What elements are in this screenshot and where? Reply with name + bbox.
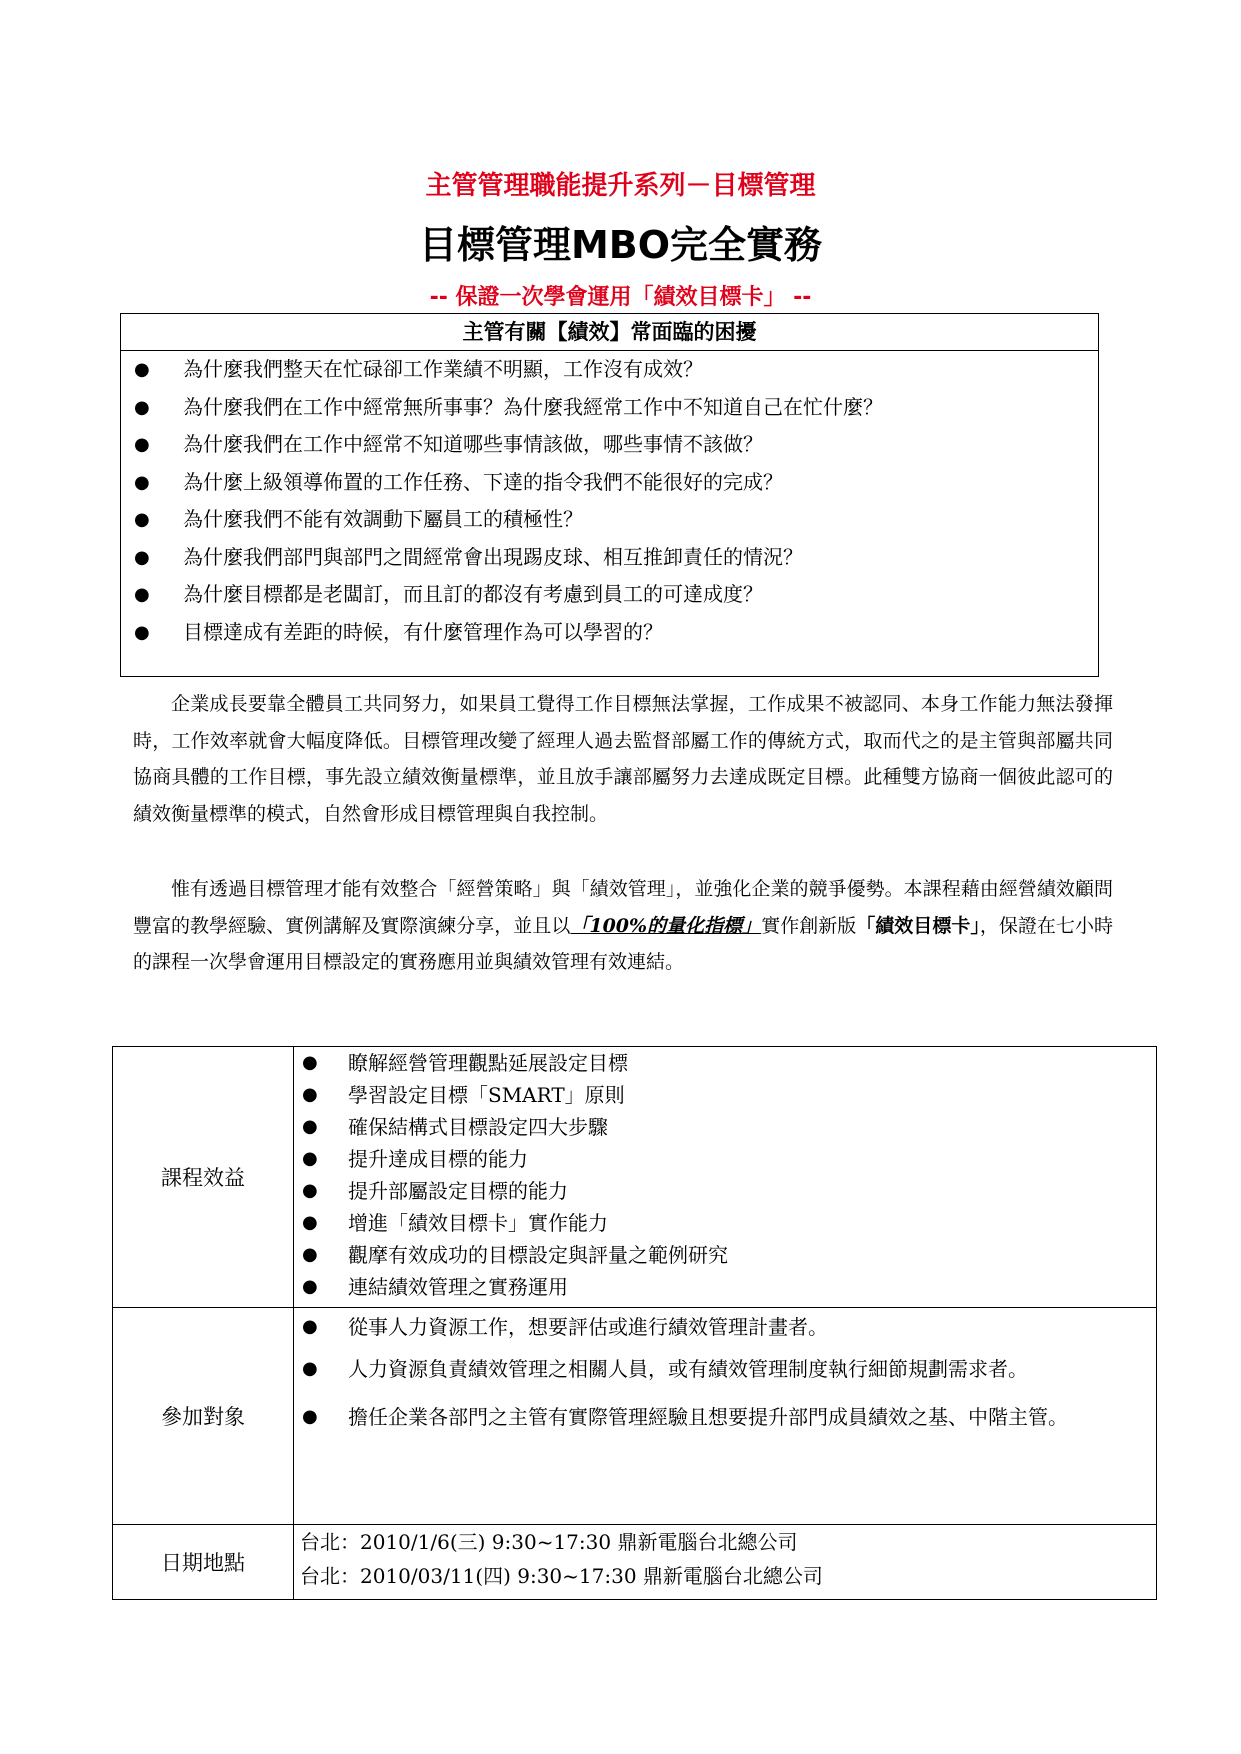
table-row xyxy=(113,1047,1157,1308)
subtitle: -- 保證一次學會運用「績效目標卡」 -- xyxy=(429,285,812,310)
list-item: ● 觀摩有效成功的目標設定與評量之範例研究 xyxy=(294,1239,1156,1271)
bullet-icon: ● xyxy=(302,1052,318,1073)
bullet-icon: ● xyxy=(134,434,150,455)
list-item: ● 學習設定目標「SMART」原則 xyxy=(294,1079,1156,1111)
list-item: ● 提升部屬設定目標的能力 xyxy=(294,1175,1156,1207)
problems-list xyxy=(121,351,1098,651)
course-info-table xyxy=(112,1046,1157,1600)
problems-box xyxy=(120,313,1099,677)
bullet-icon: ● xyxy=(134,546,150,568)
bullet-icon: ● xyxy=(134,509,150,530)
list-item: ● 擔任企業各部門之主管有實際管理經驗且想要提升部門成員績效之基、中階主管。 xyxy=(294,1398,1156,1446)
schedule-item: 台北：2010/1/6(三) 9:30~17:30 鼎新電腦台北總公司 xyxy=(300,1530,798,1554)
intro-paragraph-2: 惟有透過目標管理才能有效整合「經營策略」與「績效管理」，並強化企業的競爭優勢。本課程藉由經營績效顧問豐富的教學經驗、實例講解及實際演練分享，並且以「100%的量化指標」實作創新版「績效目標卡」，保證在七小時的課程一次學會運用目標設定的實務應用並與績效管理有效連結。 xyxy=(133,878,1113,973)
audience-label: 參加對象 xyxy=(113,1308,294,1525)
bullet-icon: ● xyxy=(302,1316,318,1337)
bullet-icon: ● xyxy=(302,1358,318,1379)
quantified-indicator-highlight: 「100%的量化指標」 xyxy=(570,914,762,937)
bullet-icon: ● xyxy=(302,1084,318,1105)
problems-heading: 主管有關【績效】常面臨的困擾 xyxy=(121,314,1098,351)
main-title: 目標管理MBO完全實務 xyxy=(418,223,823,267)
list-item: ● 瞭解經營管理觀點延展設定目標 xyxy=(294,1047,1156,1079)
list-item: ● 從事人力資源工作，想要評估或進行績效管理計畫者。 xyxy=(294,1308,1156,1350)
bullet-icon: ● xyxy=(134,584,150,605)
bullet-icon: ● xyxy=(302,1180,318,1201)
bullet-icon: ● xyxy=(134,359,150,380)
list-item: ● 為什麼我們部門與部門之間經常會出現踢皮球、相互推卸責任的情況？ xyxy=(121,539,1098,577)
bullet-icon: ● xyxy=(302,1406,318,1427)
list-item: ● 為什麼目標都是老闆訂，而且訂的都沒有考慮到員工的可達成度？ xyxy=(121,576,1098,614)
bullet-icon: ● xyxy=(302,1148,318,1169)
schedule-item: 台北：2010/03/11(四) 9:30~17:30 鼎新電腦台北總公司 xyxy=(300,1564,823,1588)
benefits-label: 課程效益 xyxy=(113,1047,294,1308)
bullet-icon: ● xyxy=(134,471,150,493)
audience-cell xyxy=(294,1308,1157,1525)
bullet-icon: ● xyxy=(302,1244,318,1265)
table-row xyxy=(113,1308,1157,1525)
intro-paragraph-1: 企業成長要靠全體員工共同努力，如果員工覺得工作目標無法掌握，工作成果不被認同、本身工作能力無法發揮時，工作效率就會大幅度降低。目標管理改變了經理人過去監督部屬工作的傳統方式，取而代之的是主管與部屬共同協商具體的工作目標，事先設立績效衡量標準，並且放手讓部屬努力去達成既定目標。此種雙方協商一個彼此認可的績效衡量標準的模式，自然會形成目標管理與自我控制。 xyxy=(133,693,1113,825)
list-item: ● 人力資源負責績效管理之相關人員，或有績效管理制度執行細節規劃需求者。 xyxy=(294,1350,1156,1398)
table-row xyxy=(113,1525,1157,1600)
series-title: 主管管理職能提升系列－目標管理 xyxy=(425,171,816,201)
list-item: ● 提升達成目標的能力 xyxy=(294,1143,1156,1175)
benefits-cell xyxy=(294,1047,1157,1308)
performance-card-highlight: 「績效目標卡」 xyxy=(856,914,980,937)
list-item: ● 為什麼我們不能有效調動下屬員工的積極性？ xyxy=(121,501,1098,539)
list-item: ● 為什麼上級領導佈置的工作任務、下達的指令我們不能很好的完成？ xyxy=(121,464,1098,502)
bullet-icon: ● xyxy=(134,621,150,643)
schedule-label: 日期地點 xyxy=(113,1525,294,1600)
list-item: ● 為什麼我們在工作中經常無所事事？為什麼我經常工作中不知道自己在忙什麼？ xyxy=(121,389,1098,427)
list-item: ● 目標達成有差距的時候，有什麼管理作為可以學習的？ xyxy=(121,614,1098,652)
list-item: ● 確保結構式目標設定四大步驟 xyxy=(294,1111,1156,1143)
bullet-icon: ● xyxy=(134,396,150,418)
bullet-icon: ● xyxy=(302,1212,318,1233)
list-item: ● 為什麼我們整天在忙碌卻工作業績不明顯，工作沒有成效？ xyxy=(121,351,1098,389)
list-item: ● 連結績效管理之實務運用 xyxy=(294,1271,1156,1303)
schedule-cell xyxy=(294,1525,1157,1600)
bullet-icon: ● xyxy=(302,1276,318,1297)
bullet-icon: ● xyxy=(302,1116,318,1137)
list-item: ● 增進「績效目標卡」實作能力 xyxy=(294,1207,1156,1239)
list-item: ● 為什麼我們在工作中經常不知道哪些事情該做，哪些事情不該做？ xyxy=(121,426,1098,464)
